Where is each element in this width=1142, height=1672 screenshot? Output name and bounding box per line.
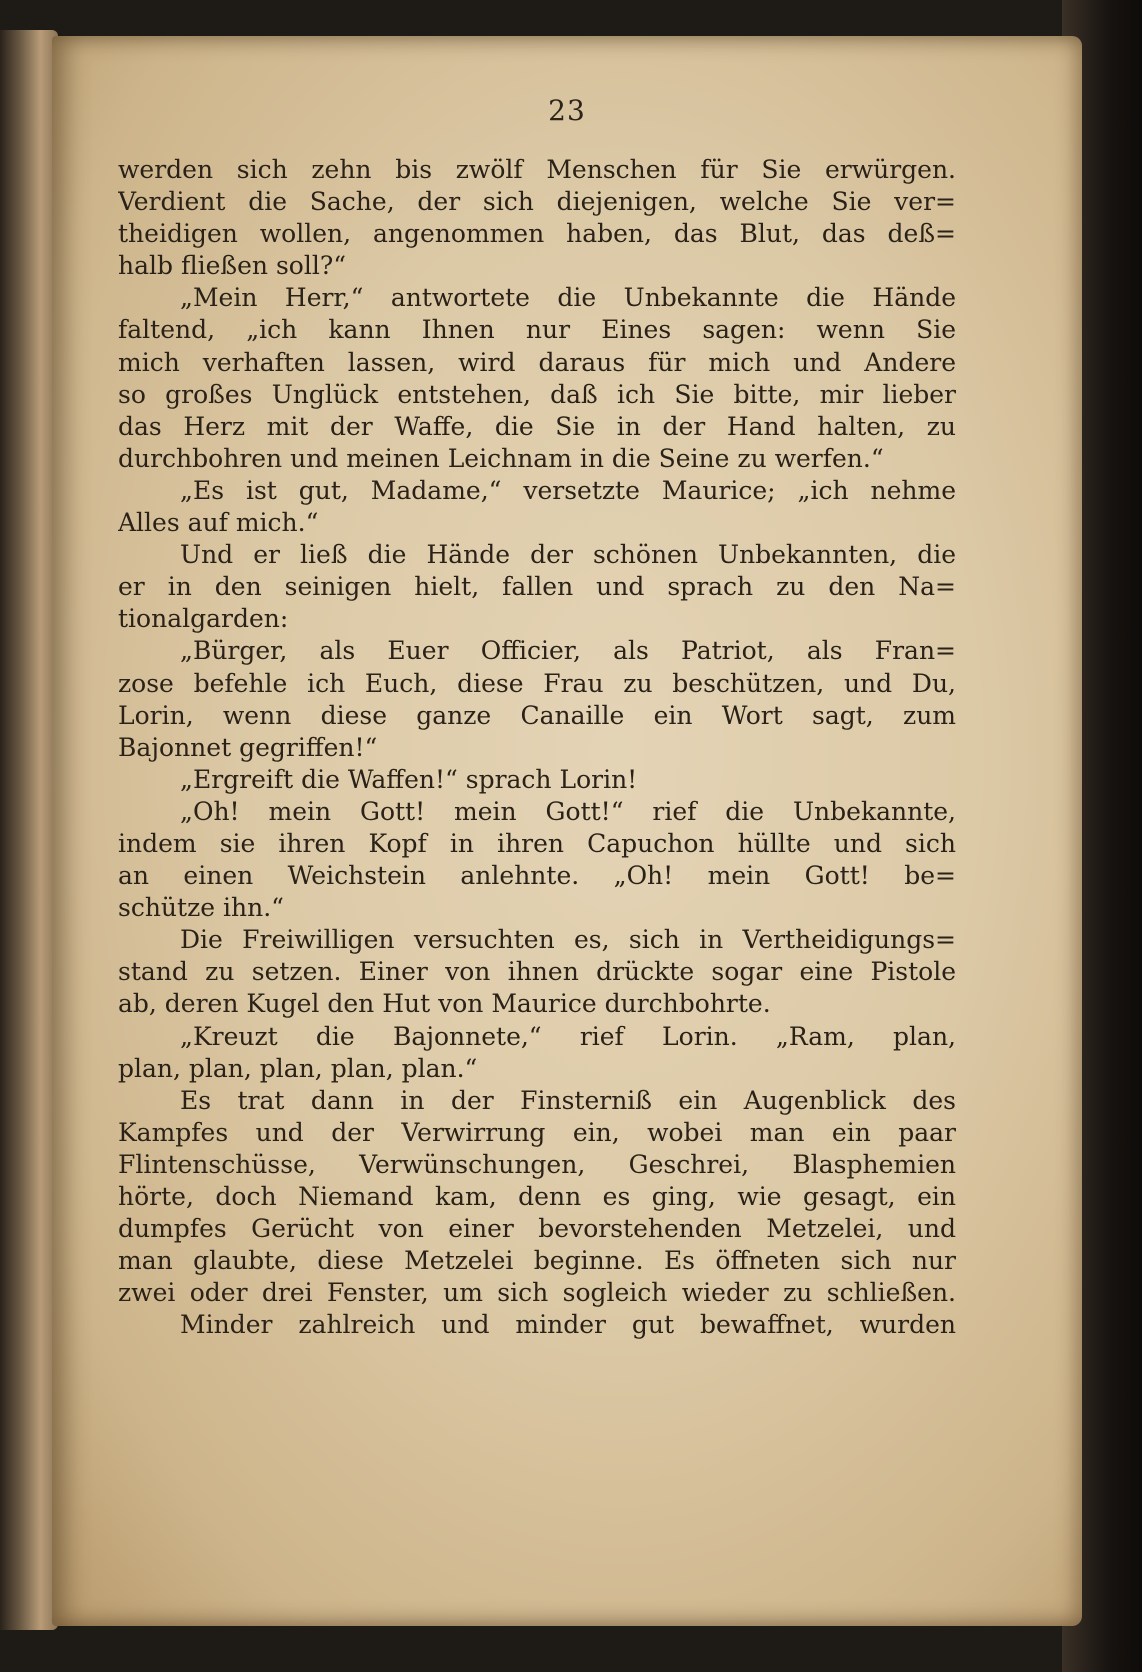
text-line: das Herz mit der Waffe, die Sie in der Hand halten, zu	[118, 411, 956, 441]
text-line: so großes Unglück entstehen, daß ich Sie bitte, mir lieber	[118, 379, 956, 409]
text-line: zose befehle ich Euch, diese Frau zu beschützen, und Du,	[118, 668, 956, 698]
text-line: „Es ist gut, Madame,“ versetzte Maurice; „ich nehme	[180, 475, 956, 505]
text-line: tionalgarden:	[118, 604, 289, 634]
text-line: man glaubte, diese Metzelei beginne. Es öffneten sich nur	[118, 1246, 956, 1276]
text-line: an einen Weichstein anlehnte. „Oh! mein Gott! be=	[118, 861, 956, 891]
text-line: Lorin, wenn diese ganze Canaille ein Wort sagt, zum	[118, 700, 956, 730]
text-line: „Oh! mein Gott! mein Gott!“ rief die Unbekannte,	[180, 796, 956, 826]
text-line: hörte, doch Niemand kam, denn es ging, wie gesagt, ein	[118, 1182, 956, 1211]
text-line: „Kreuzt die Bajonnete,“ rief Lorin. „Ram, plan,	[180, 1021, 956, 1051]
text-line: Minder zahlreich und minder gut bewaffnet, wurden	[180, 1310, 956, 1340]
text-line: ab, deren Kugel den Hut von Maurice durchbohrte.	[118, 989, 771, 1019]
page-number: 23	[548, 94, 586, 127]
text-line: Alles auf mich.“	[118, 508, 319, 538]
text-line: stand zu setzen. Einer von ihnen drückte sogar eine Pistole	[118, 957, 956, 987]
book-page	[52, 36, 1082, 1626]
text-line: er in den seinigen hielt, fallen und sprach zu den Na=	[118, 572, 956, 602]
text-line: Bajonnet gegriffen!“	[118, 732, 378, 762]
text-line: dumpfes Gerücht von einer bevorstehenden Metzelei, und	[118, 1214, 956, 1244]
text-line: indem sie ihren Kopf in ihren Capuchon hüllte und sich	[118, 828, 956, 858]
text-line: „Bürger, als Euer Officier, als Patriot, als Fran=	[180, 636, 956, 666]
book-binding	[0, 30, 58, 1630]
page-text	[118, 154, 956, 1341]
text-line: Flintenschüsse, Verwünschungen, Geschrei, Blasphemien	[118, 1149, 956, 1179]
text-line: zwei oder drei Fenster, um sich sogleich wieder zu schließen.	[118, 1278, 956, 1308]
text-line: Es trat dann in der Finsterniß ein Augenblick des	[180, 1085, 956, 1115]
text-line: Und er ließ die Hände der schönen Unbekannten, die	[180, 540, 956, 570]
text-line: werden sich zehn bis zwölf Menschen für Sie erwürgen.	[118, 155, 956, 184]
text-line: Kampfes und der Verwirrung ein, wobei man ein paar	[118, 1117, 956, 1147]
text-line: plan, plan, plan, plan, plan.“	[118, 1053, 478, 1083]
text-line: Verdient die Sache, der sich diejenigen, welche Sie ver=	[118, 187, 956, 217]
text-line: „Ergreift die Waffen!“ sprach Lorin!	[180, 764, 638, 794]
text-line: theidigen wollen, angenommen haben, das Blut, das deß=	[118, 219, 956, 249]
text-line: mich verhaften lassen, wird daraus für mich und Andere	[118, 347, 956, 377]
text-line: faltend, „ich kann Ihnen nur Eines sagen: wenn Sie	[118, 315, 956, 345]
text-line: schütze ihn.“	[118, 893, 284, 923]
text-line: halb fließen soll?“	[118, 251, 347, 281]
text-line: durchbohren und meinen Leichnam in die Seine zu werfen.“	[118, 443, 884, 473]
text-line: „Mein Herr,“ antwortete die Unbekannte die Hände	[180, 283, 956, 313]
text-line: Die Freiwilligen versuchten es, sich in Vertheidigungs=	[180, 925, 956, 955]
